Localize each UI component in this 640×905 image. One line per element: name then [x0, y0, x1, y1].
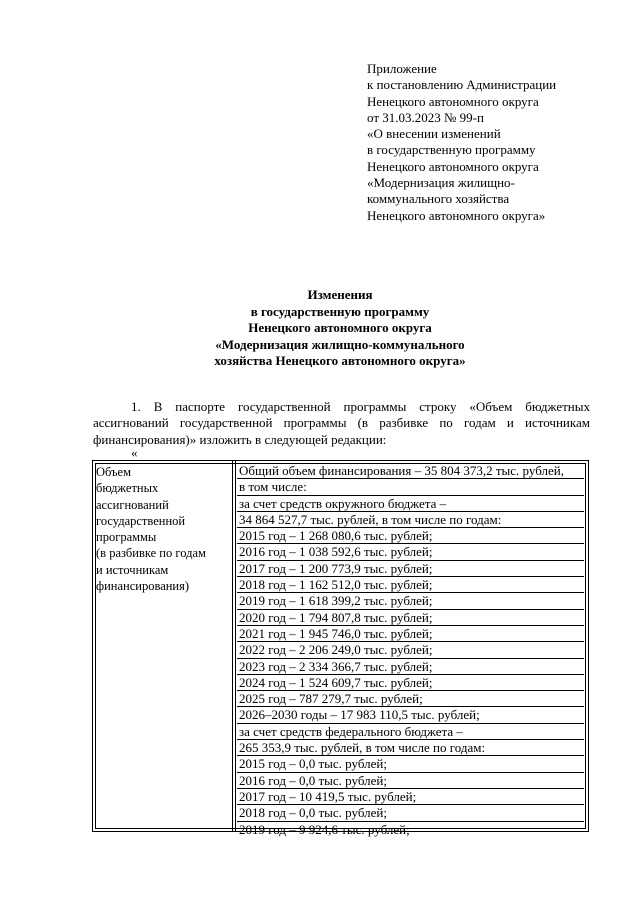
appendix-line: Ненецкого автономного округа — [367, 93, 539, 109]
heading-line: «Модернизация жилищно-коммунального — [215, 336, 465, 352]
left-cell-line: Объем — [96, 465, 131, 479]
funding-table — [92, 460, 589, 837]
funding-line: 2023 год – 2 334 366,7 тыс. рублей; — [237, 659, 584, 675]
left-cell-line: программы — [96, 530, 157, 545]
funding-line: 2015 год – 1 268 080,6 тыс. рублей; — [237, 528, 584, 544]
funding-line: 2019 год – 1 618 399,2 тыс. рублей; — [237, 593, 584, 609]
funding-line: за счет средств федерального бюджета – — [237, 724, 584, 740]
funding-line: 2021 год – 1 945 746,0 тыс. рублей; — [237, 626, 584, 642]
funding-line: 2026–2030 годы – 17 983 110,5 тыс. рублей; — [237, 707, 584, 723]
funding-line: 2017 год – 1 200 773,9 тыс. рублей; — [237, 561, 584, 577]
appendix-line: к постановлению Администрации — [367, 77, 557, 93]
funding-line: 2024 год – 1 524 609,7 тыс. рублей; — [237, 675, 584, 691]
left-cell-line: бюджетных — [96, 481, 159, 496]
appendix-line: Приложение — [367, 61, 437, 76]
appendix-line: Ненецкого автономного округа — [367, 158, 539, 174]
funding-line: 2016 год – 0,0 тыс. рублей; — [237, 773, 584, 789]
funding-line: Общий объем финансирования – 35 804 373,2 тыс. рублей, — [237, 463, 584, 479]
heading-line: хозяйства Ненецкого автономного округа» — [214, 353, 466, 368]
appendix-line: в государственную программу — [367, 142, 536, 158]
left-cell-line: государственной — [96, 513, 186, 528]
appendix-line: Ненецкого автономного округа» — [367, 207, 546, 223]
funding-line: за счет средств окружного бюджета – — [237, 496, 584, 512]
funding-line: 2025 год – 787 279,7 тыс. рублей; — [237, 691, 584, 707]
appendix-line: «Модернизация жилищно- — [367, 175, 515, 191]
heading-line: Ненецкого автономного округа — [248, 320, 432, 335]
funding-line: 2022 год – 2 206 249,0 тыс. рублей; — [237, 642, 584, 658]
left-cell-line: ассигнований — [96, 497, 169, 512]
appendix-line: коммунального хозяйства — [367, 191, 510, 207]
heading-line: Изменения — [307, 287, 373, 302]
funding-line: 2018 год – 0,0 тыс. рублей; — [237, 805, 584, 821]
funding-line: 2017 год – 10 419,5 тыс. рублей; — [237, 789, 584, 805]
opening-quote-mark: « — [131, 445, 138, 460]
funding-line: 2016 год – 1 038 592,6 тыс. рублей; — [237, 544, 584, 560]
funding-line: 265 353,9 тыс. рублей, в том числе по годам: — [237, 740, 584, 756]
document-heading — [90, 287, 590, 370]
column-divider — [232, 461, 236, 831]
amendment-paragraph: 1. В паспорте государственной программы строку «Объем бюджетных ассигнований государственной программы (в разбивке по годам и источникам финансирования)» изложить в следующей редакции: — [93, 399, 590, 447]
funding-line: 2018 год – 1 162 512,0 тыс. рублей; — [237, 577, 584, 593]
funding-line: в том числе: — [237, 479, 584, 495]
appendix-line: «О внесении изменений — [367, 126, 501, 142]
left-cell-line: и источникам — [96, 562, 169, 577]
table-right-cell — [237, 463, 584, 838]
table-left-cell — [96, 464, 227, 594]
funding-line: 34 864 527,7 тыс. рублей, в том числе по годам: — [237, 512, 584, 528]
appendix-line: от 31.03.2023 № 99-п — [367, 109, 484, 125]
left-cell-line: (в разбивке по годам — [96, 546, 206, 561]
funding-line: 2020 год – 1 794 807,8 тыс. рублей; — [237, 610, 584, 626]
funding-line: 2015 год – 0,0 тыс. рублей; — [237, 756, 584, 772]
appendix-block — [367, 61, 627, 224]
heading-line: в государственную программу — [250, 303, 430, 319]
left-cell-line: финансирования) — [96, 579, 190, 594]
funding-line: 2019 год – 9 924,6 тыс. рублей; — [239, 821, 410, 837]
